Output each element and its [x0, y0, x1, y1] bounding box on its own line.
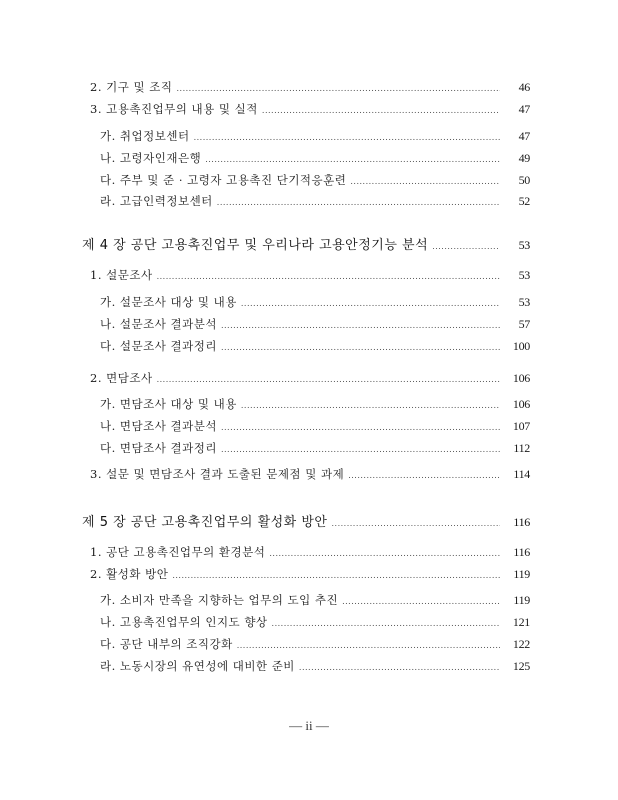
toc-entry-page: 106	[512, 371, 530, 385]
toc-entry-page: 47	[518, 102, 530, 116]
toc-entry-title: 나. 면담조사 결과분석	[100, 419, 217, 433]
toc-entry	[100, 440, 530, 456]
toc-entry-page: 112	[513, 441, 530, 455]
toc-entry-page: 116	[513, 545, 530, 559]
toc-entry-title: 3. 고용촉진업무의 내용 및 실적	[90, 102, 258, 116]
toc-entry-page: 116	[513, 515, 530, 529]
toc-entry-page: 122	[512, 637, 530, 651]
toc-entry-title: 라. 노동시장의 유연성에 대비한 준비	[100, 659, 295, 673]
toc-entry-page: 57	[518, 317, 530, 331]
toc-entry-page: 100	[512, 339, 530, 353]
toc-entry-page: 106	[512, 397, 530, 411]
toc-entry-title: 2. 기구 및 조직	[90, 80, 173, 94]
toc-entry	[100, 636, 530, 652]
dot-leader	[432, 242, 500, 251]
toc-entry	[90, 79, 530, 95]
toc-entry	[90, 544, 530, 560]
toc-chapter-entry	[82, 511, 530, 530]
dot-leader	[194, 133, 500, 142]
toc-entry-page: 114	[513, 467, 530, 481]
toc-entry-title: 2. 활성화 방안	[90, 567, 169, 581]
toc-entry-title: 라. 고급인력정보센터	[100, 194, 213, 208]
toc-entry-title: 1. 공단 고용촉진업무의 환경분석	[90, 545, 266, 559]
toc-entry	[90, 466, 530, 482]
dot-leader	[350, 177, 500, 186]
dot-leader	[262, 106, 500, 115]
toc-entry	[100, 294, 530, 310]
toc-entry	[100, 193, 530, 209]
toc-entry	[100, 316, 530, 332]
toc-entry-page: 53	[518, 238, 530, 252]
dot-leader	[332, 519, 501, 528]
toc-entry	[100, 338, 530, 354]
dot-leader	[299, 663, 500, 672]
toc-entry-title: 다. 주부 및 준 · 고령자 고용촉진 단기적응훈련	[100, 173, 347, 187]
toc-entry-title: 가. 면담조사 대상 및 내용	[100, 397, 237, 411]
toc-entry-page: 121	[512, 615, 530, 629]
toc-entry-page: 50	[518, 173, 530, 187]
toc-chapter-entry	[82, 234, 530, 253]
toc-entry	[100, 172, 530, 188]
toc-entry-title: 나. 설문조사 결과분석	[100, 317, 217, 331]
toc-entry-title: 2. 면담조사	[90, 371, 153, 385]
toc-entry-title: 다. 면담조사 결과정리	[100, 441, 217, 455]
toc-entry-page: 119	[513, 593, 530, 607]
toc-entry	[100, 128, 530, 144]
dot-leader	[221, 343, 500, 352]
toc-entry-page: 53	[518, 295, 530, 309]
dot-leader	[342, 597, 500, 606]
toc-entry	[100, 592, 530, 608]
toc-entry-page: 46	[518, 80, 530, 94]
toc-entry	[90, 566, 530, 582]
page-number-footer: — ii —	[289, 718, 329, 733]
toc-entry-title: 나. 고령자인재은행	[100, 151, 202, 165]
dot-leader	[221, 423, 500, 432]
dot-leader	[221, 445, 500, 454]
toc-entry	[100, 396, 530, 412]
toc-entry-title: 가. 취업정보센터	[100, 129, 190, 143]
dot-leader	[157, 272, 500, 281]
dot-leader	[269, 549, 500, 558]
toc-entry-page: 47	[518, 129, 530, 143]
toc-entry-title: 가. 소비자 만족을 지향하는 업무의 도입 추진	[100, 593, 339, 607]
toc-entry	[90, 101, 530, 117]
toc-entry-title: 나. 고용촉진업무의 인지도 향상	[100, 615, 268, 629]
toc-entry	[100, 418, 530, 434]
toc-entry	[100, 614, 530, 630]
toc-entry-page: 49	[518, 151, 530, 165]
toc-entry-title: 제 5 장 공단 고용촉진업무의 활성화 방안	[82, 515, 328, 530]
dot-leader	[241, 299, 500, 308]
dot-leader	[221, 321, 500, 330]
dot-leader	[172, 571, 500, 580]
toc-entry-page: 119	[513, 567, 530, 581]
toc-entry-title: 3. 설문 및 면담조사 결과 도출된 문제점 및 과제	[90, 467, 345, 481]
dot-leader	[157, 375, 500, 384]
dot-leader	[205, 155, 500, 164]
toc-entry-page: 107	[512, 419, 530, 433]
toc-entry-title: 다. 설문조사 결과정리	[100, 339, 217, 353]
toc-entry	[90, 267, 530, 283]
toc-entry	[100, 150, 530, 166]
dot-leader	[272, 619, 500, 628]
toc-entry	[90, 370, 530, 386]
toc-entry-title: 가. 설문조사 대상 및 내용	[100, 295, 237, 309]
dot-leader	[241, 401, 500, 410]
toc-entry-title: 1. 설문조사	[90, 268, 153, 282]
toc-entry	[100, 658, 530, 674]
toc-entry-title: 다. 공단 내부의 조직강화	[100, 637, 233, 651]
dot-leader	[217, 198, 500, 207]
toc-entry-page: 52	[518, 194, 530, 208]
dot-leader	[348, 471, 500, 480]
dot-leader	[237, 641, 500, 650]
toc-entry-page: 125	[512, 659, 530, 673]
dot-leader	[176, 84, 500, 93]
toc-entry-page: 53	[518, 268, 530, 282]
toc-entry-title: 제 4 장 공단 고용촉진업무 및 우리나라 고용안정기능 분석	[82, 238, 429, 253]
